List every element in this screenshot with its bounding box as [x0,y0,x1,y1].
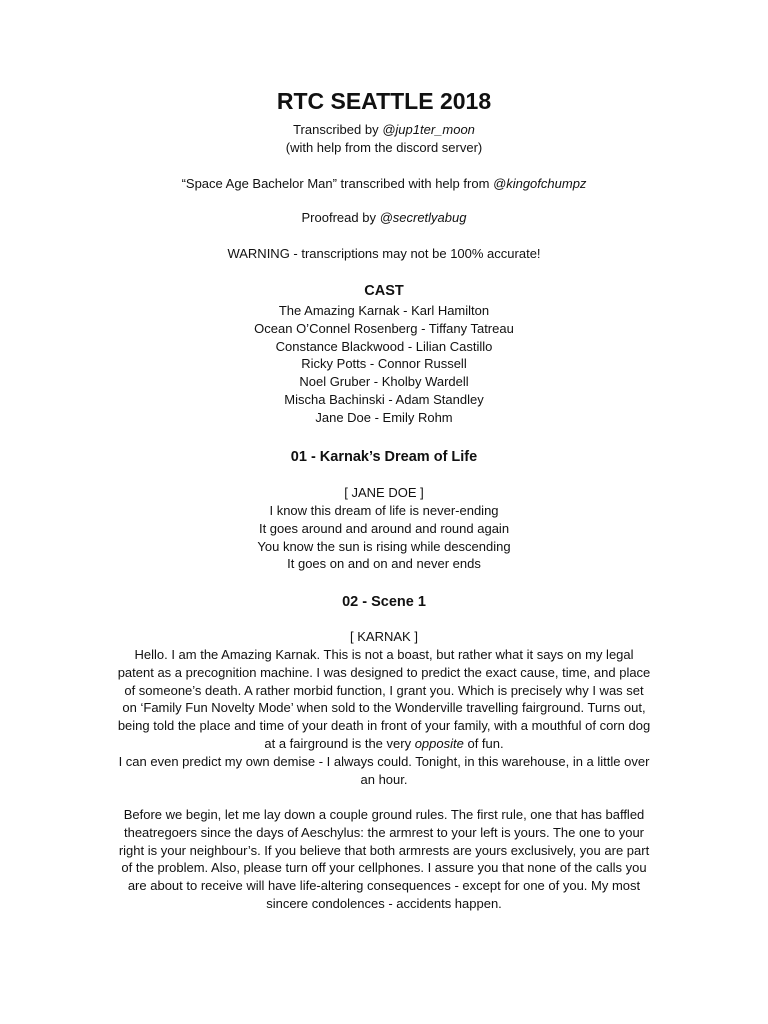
song-helper-handle: @kingofchumpz [493,176,587,191]
text-line: Hello. I am the Amazing Karnak. This is not a boast, but rather what it says on my legal [134,647,634,662]
text-line: It goes around and around and round again [258,520,510,536]
text-line: on ‘Family Fun Novelty Mode’ when sold to the Wonderville travelling fairground. Turns out, [122,700,646,716]
song-1-speaker: [ JANE DOE ] [344,485,424,500]
scene-1-paragraph-1 [0,646,768,788]
cast-list [0,302,768,427]
proofreader-handle: @secretlyabug [379,210,467,225]
document-title: RTC SEATTLE 2018 [276,88,492,114]
text-line: I can even predict my own demise - I always could. Tonight, in this warehouse, in a little over [118,753,650,769]
scene-1-speaker: [ KARNAK ] [350,629,418,644]
warning-note: WARNING - transcriptions may not be 100% accurate! [227,246,541,261]
transcribed-label: Transcribed by [293,122,383,137]
cast-heading: CAST [364,283,404,299]
text-line: being told the place and time of your death in front of your family, with a mouthful of corn dog [117,718,651,734]
song-1-lyrics [0,502,768,573]
text-line: an hour. [360,771,408,787]
text-line: I know this dream of life is never-ending [269,503,499,518]
paragraph-2-lines [0,753,768,789]
text-line: You know the sun is rising while descending [257,538,511,554]
text-line: Jane Doe - Emily Rohm [315,409,453,425]
text-line: patent as a precognition machine. I was designed to predict the exact cause, time, and place [117,664,651,680]
transcriber-handle: @jup1ter_moon [382,122,475,137]
text-line: sincere condolences - accidents happen. [266,895,502,911]
song-credit [0,175,768,193]
help-note: (with help from the discord server) [285,140,483,155]
text-span: at a fairground is the very [264,735,415,751]
text-line: of the problem. Also, please turn off your cellphones. I assure you that none of the calls you [121,860,647,876]
text-line: Constance Blackwood - Lilian Castillo [275,338,493,354]
song-1-heading: 01 - Karnak’s Dream of Life [290,449,478,465]
text-line: are about to receive will have life-altering consequences - except for one of you. My most [127,878,641,894]
emphasis-text: opposite [414,735,464,751]
scene-1-paragraph-3 [0,806,768,913]
text-span: of fun. [463,735,504,751]
text-line: theatregoers since the days of Aeschylus: the armrest to your left is yours. The one to your [123,824,645,840]
transcribed-by [0,121,768,139]
text-line: Noel Gruber - Kholby Wardell [299,374,469,390]
text-line: Mischa Bachinski - Adam Standley [284,391,484,407]
text-line: right is your neighbour’s. If you believe that both armrests are yours exclusively, you are part [118,842,650,858]
text-line: of someone’s death. A rather morbid function, I grant you. Which is precisely why I was set [124,682,644,698]
song-credit-label: “Space Age Bachelor Man” transcribed with help from [181,176,494,191]
text-line: Before we begin, let me lay down a couple ground rules. The first rule, one that has baffled [123,807,645,822]
proofread-by [0,209,768,227]
text-line: It goes on and on and never ends [287,556,481,572]
text-line [0,735,768,753]
paragraph-lines [0,646,768,735]
text-line: Ricky Potts - Connor Russell [301,356,467,372]
proofread-label: Proofread by [301,210,380,225]
scene-1-heading: 02 - Scene 1 [342,594,426,610]
text-line: The Amazing Karnak - Karl Hamilton [278,303,490,318]
text-line: Ocean O’Connel Rosenberg - Tiffany Tatreau [254,320,514,336]
